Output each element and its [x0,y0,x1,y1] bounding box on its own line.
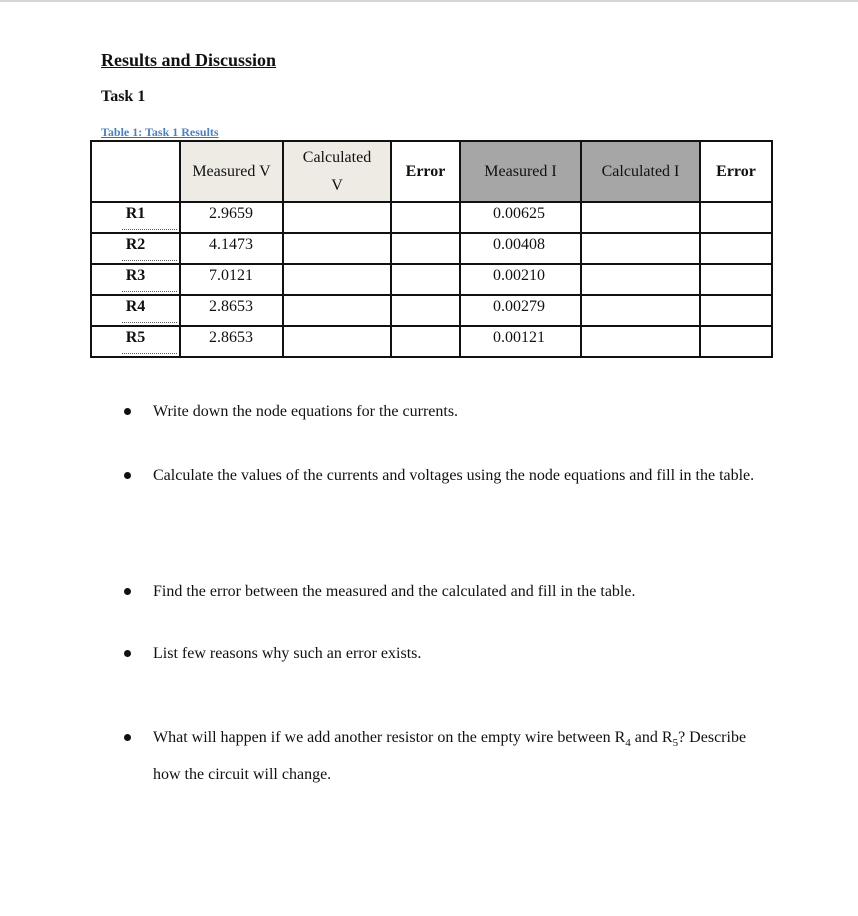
cell-calculated-v[interactable] [283,202,391,233]
row-label: R5 [91,326,180,357]
header-calculated-i: Calculated I [581,141,700,202]
cell-calculated-v[interactable] [283,326,391,357]
cell-calculated-v[interactable] [283,233,391,264]
list-item-text: Calculate the values of the currents and voltages using the node equations and fill in the table. [153,467,755,484]
cell-error-v[interactable] [391,233,460,264]
cell-measured-i: 0.00625 [460,202,581,233]
bullet-icon [124,588,131,595]
cell-calculated-i[interactable] [581,264,700,295]
header-calculated-v: Calculated V [283,141,391,202]
cell-error-i[interactable] [700,233,772,264]
list-item-text: List few reasons why such an error exists. [153,645,422,662]
results-table [90,140,773,358]
cell-error-i[interactable] [700,264,772,295]
table-row [91,202,772,233]
row-label: R2 [91,233,180,264]
cell-calculated-v[interactable] [283,295,391,326]
bullet-icon [124,408,131,415]
list-item-text: Find the error between the measured and the calculated and fill in the table. [153,583,636,600]
cell-error-v[interactable] [391,326,460,357]
bullet-icon [124,734,131,741]
row-label: R1 [91,202,180,233]
cell-measured-v: 4.1473 [180,233,283,264]
cell-measured-v: 2.9659 [180,202,283,233]
table-header-row [91,141,772,202]
cell-measured-i: 0.00210 [460,264,581,295]
cell-error-i[interactable] [700,295,772,326]
cell-measured-v: 2.8653 [180,326,283,357]
cell-calculated-v[interactable] [283,264,391,295]
cell-error-v[interactable] [391,295,460,326]
header-error-v: Error [391,141,460,202]
cell-measured-v: 2.8653 [180,295,283,326]
page-top-border [0,0,858,2]
list-item-text: What will happen if we add another resistor on the empty wire between $R_4$ and $R_5$? Describe how the circuit will change. [153,729,747,784]
bullet-icon [124,472,131,479]
table-row [91,233,772,264]
bullet-icon [124,650,131,657]
cell-calculated-i[interactable] [581,202,700,233]
section-heading: Results and Discussion [101,50,277,70]
table-caption: Table 1: Task 1 Results [101,125,219,139]
list-item-text: Write down the node equations for the currents. [153,403,459,420]
table-row [91,264,772,295]
cell-error-i[interactable] [700,326,772,357]
cell-measured-v: 7.0121 [180,264,283,295]
cell-error-i[interactable] [700,202,772,233]
header-measured-i: Measured I [460,141,581,202]
cell-error-v[interactable] [391,202,460,233]
cell-measured-i: 0.00408 [460,233,581,264]
cell-error-v[interactable] [391,264,460,295]
header-blank [91,141,180,202]
row-label: R3 [91,264,180,295]
table-row [91,326,772,357]
cell-measured-i: 0.00279 [460,295,581,326]
header-error-i: Error [700,141,772,202]
header-measured-v: Measured V [180,141,283,202]
task-heading: Task 1 [101,88,146,105]
row-label: R4 [91,295,180,326]
table-row [91,295,772,326]
cell-measured-i: 0.00121 [460,326,581,357]
cell-calculated-i[interactable] [581,295,700,326]
cell-calculated-i[interactable] [581,326,700,357]
cell-calculated-i[interactable] [581,233,700,264]
